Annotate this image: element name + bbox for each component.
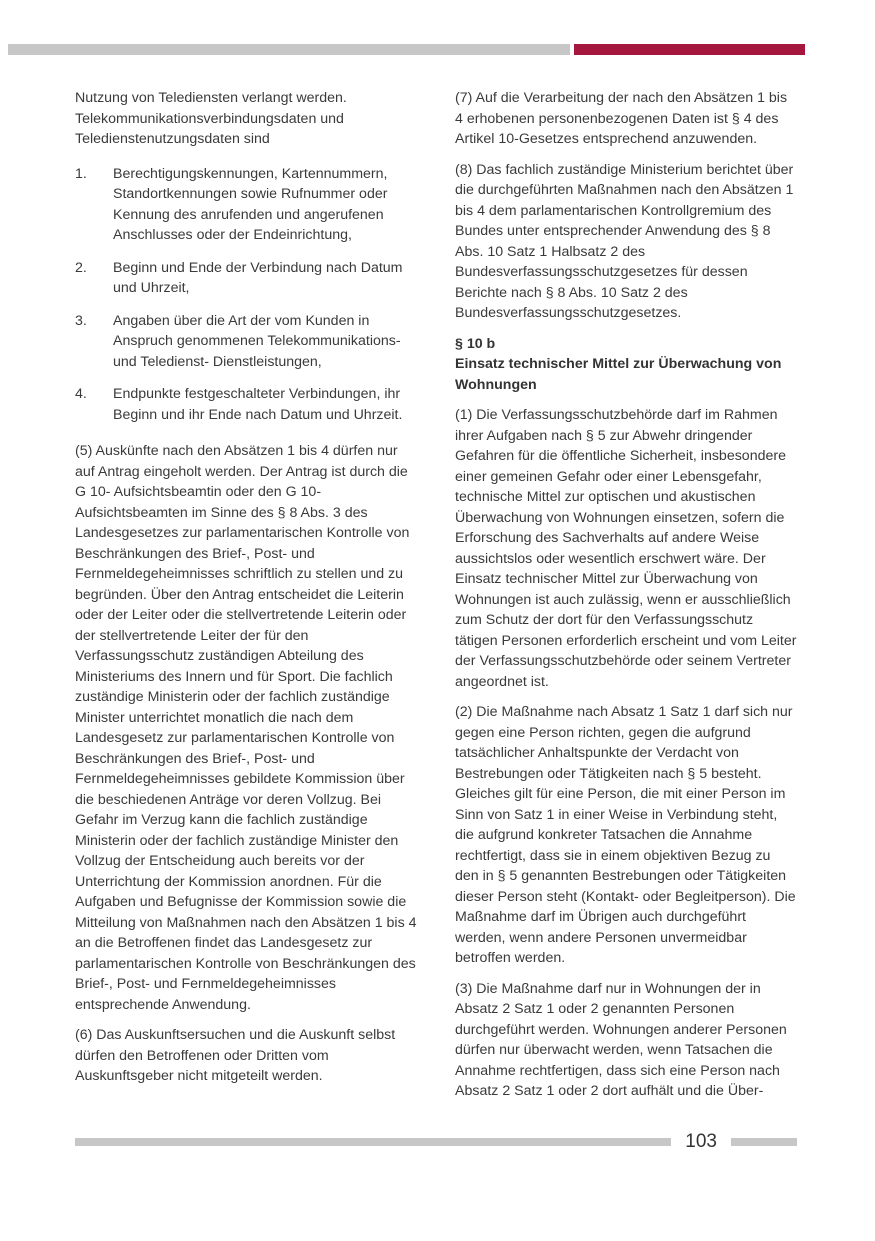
paragraph-7: (7) Auf die Verarbeitung der nach den Absätzen 1 bis 4 erhobenen personenbezogenen Daten ist § 4 des Artikel 10-Gesetzes entsprechend anzuwenden.	[455, 90, 788, 147]
page-content	[75, 88, 797, 1112]
paragraph-1: (1) Die Verfassungsschutzbehörde darf im Rahmen ihrer Aufgaben nach § 5 zur Abwehr dringender Gefahren für die öffentliche Sicherheit, insbesondere einer gemeinen Gefahr oder einer Lebensgefahr, technische Mittel zur optischen und akustischen Überwachung von Wohnungen einsetzen, sofern die Erforschung des Sachverhalts auf andere Weise aussichtslos oder wesentlich erschwert wäre. Der Einsatz technischer Mittel zur Überwachung von Wohnungen ist auch zulässig, wenn er ausschließlich zum Schutz der dort für den Verfassungsschutz tätigen Personen erforderlich erscheint und vom Leiter der Verfassungsschutzbehörde oder seinem Vertreter angeordnet ist.	[455, 407, 797, 690]
list-item-text: Endpunkte festgeschalteter Verbindungen, ihr Beginn und ihr Ende nach Datum und Uhrzeit.	[113, 386, 403, 423]
page-footer	[75, 1131, 797, 1153]
section-number: § 10 b	[455, 335, 496, 352]
list-item-text: Angaben über die Art der vom Kunden in Anspruch genommenen Telekommunikations- und Teledienst- Dienstleistungen,	[113, 312, 401, 370]
intro-paragraph: Nutzung von Telediensten verlangt werden. Telekommunikationsverbindungsdaten und Teledienstenutzungsdaten sind	[75, 90, 347, 147]
footer-rule-left	[75, 1138, 671, 1146]
paragraph-3: (3) Die Maßnahme darf nur in Wohnungen der in Absatz 2 Satz 1 oder 2 genannten Personen durchgeführt werden. Wohnungen anderer Personen dürfen nur überwacht werden, wenn Tatsachen die Annahme rechtfertigen, dass sich eine Person nach Absatz 2 Satz 1 oder 2 dort aufhält und die Über-	[455, 980, 787, 1099]
list-item-number: 3.	[75, 312, 87, 329]
paragraph-8: (8) Das fachlich zuständige Ministerium berichtet über die durchgeführten Maßnahmen nach den Absätzen 1 bis 4 dem parlamentarischen Kontrollgremium des Bundes unter entsprechender Anwendung des § 8 Abs. 10 Satz 1 Halbsatz 2 des Bundesverfassungsschutzgesetzes für dessen Berichte nach § 8 Abs. 10 Satz 2 des Bundesverfassungsschutzgesetzes.	[455, 161, 794, 321]
left-column	[75, 88, 417, 1112]
list-item	[75, 311, 417, 373]
right-column	[455, 88, 797, 1112]
section-title: Einsatz technischer Mittel zur Überwachung von Wohnungen	[455, 356, 782, 393]
section-heading	[455, 334, 797, 396]
list-item-number: 2.	[75, 259, 87, 276]
header-rule	[8, 44, 805, 55]
header-rule-accent	[574, 44, 805, 55]
list-item-text: Berechtigungskennungen, Kartennummern, Standortkennungen sowie Rufnummer oder Kennung des anrufenden und angerufenen Anschlusses oder der Endeinrichtung,	[113, 165, 388, 243]
page-number: 103	[685, 1131, 717, 1152]
paragraph-6: (6) Das Auskunftsersuchen und die Auskunft selbst dürfen den Betroffenen oder Dritten vom Auskunftsgeber nicht mitgeteilt werden.	[75, 1027, 396, 1084]
paragraph-2: (2) Die Maßnahme nach Absatz 1 Satz 1 darf sich nur gegen eine Person richten, gegen die aufgrund tatsächlicher Anhaltspunkte der Verdacht von Bestrebungen oder Tätigkeiten nach § 5 besteht. Gleiches gilt für eine Person, die mit einer Person im Sinn von Satz 1 in einer Weise in Verbindung steht, die aufgrund konkreter Tatsachen die Annahme rechtfertigt, dass sie in einem objektiven Bezug zu den in § 5 genannten Bestrebungen oder Tätigkeiten dieser Person steht (Kontakt- oder Begleitperson). Die Maßnahme darf im Übrigen auch durchgeführt werden, wenn andere Personen unvermeidbar betroffen werden.	[455, 704, 796, 966]
list-item	[75, 258, 417, 299]
footer-rule-right	[731, 1138, 797, 1146]
list-item	[75, 164, 417, 246]
list-item	[75, 384, 417, 425]
list-item-text: Beginn und Ende der Verbindung nach Datum und Uhrzeit,	[113, 259, 403, 296]
list-item-number: 1.	[75, 165, 87, 182]
header-rule-gray	[8, 44, 570, 55]
numbered-list	[75, 164, 417, 426]
list-item-number: 4.	[75, 386, 87, 402]
paragraph-5: (5) Auskünfte nach den Absätzen 1 bis 4 dürfen nur auf Antrag eingeholt werden. Der Antrag ist durch die G 10- Aufsichtsbeamtin oder den G 10-Aufsichtsbeamten im Sinne des § 8 Abs. 3 des Landesgesetzes zur parlamentarischen Kontrolle von Beschränkungen des Brief-, Post- und Fernmeldegeheimnisses schriftlich zu stellen und zu begründen. Über den Antrag entscheidet die Leiterin oder der Leiter oder die stellvertretende Leiterin oder der stellvertretende Leiter der für den Verfassungsschutz zuständigen Abteilung des Ministeriums des Innern und für Sport. Die fachlich zuständige Ministerin oder der fachlich zuständige Minister unterrichtet monatlich die nach dem Landesgesetz zur parlamentarischen Kontrolle von Beschränkungen des Brief-, Post- und Fernmeldegeheimnisses gebildete Kommission über die beschiedenen Anträge vor deren Vollzug. Bei Gefahr im Verzug kann die fachlich zuständige Ministerin oder der fachlich zuständige Minister den Vollzug der Entscheidung auch bereits vor der Unterrichtung der Kommission anordnen. Für die Aufgaben und Befugnisse der Kommission sowie die Mitteilung von Maßnahmen nach den Absätzen 1 bis 4 an die Betroffenen findet das Landesgesetz zur parlamentarischen Kontrolle von Beschränkungen des Brief-, Post- und Fernmeldegeheimnisses entsprechende Anwendung.	[75, 443, 417, 1013]
